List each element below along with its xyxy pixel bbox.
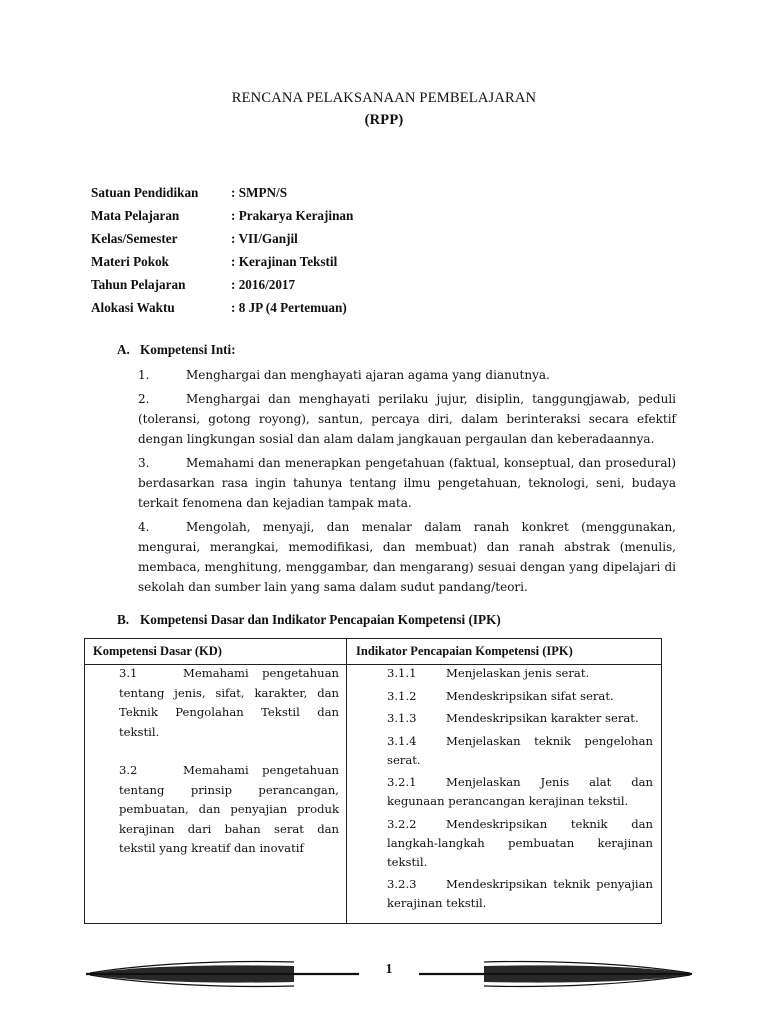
list-item [138,365,676,385]
document-subtitle: (RPP) [364,112,404,128]
identity-label: Materi Pokok [91,254,170,269]
ipk-text: Menjelaskan teknik pengelohan serat. [387,733,653,767]
document-title: RENCANA PELAKSANAAN PEMBELAJARAN [231,90,537,106]
page-number: 1 [385,962,393,977]
list-number: 3. [138,456,150,470]
section-a-heading [117,342,236,358]
identity-block [91,181,353,319]
ipk-column [387,664,653,917]
ipk-item [387,815,653,872]
list-item [138,517,676,597]
section-b-heading [117,612,501,628]
list-text: Menghargai dan menghayati ajaran agama yang dianutnya. [186,368,550,382]
section-letter: A. [117,342,130,357]
ipk-text: Menjelaskan Jenis alat dan kegunaan perancangan kerajinan tekstil. [387,775,653,808]
section-title: Kompetensi Inti: [140,342,236,357]
table-header-kd: Kompetensi Dasar (KD) [93,644,222,658]
ipk-item [387,732,653,770]
kd-item [119,761,339,859]
ipk-number: 3.2.3 [387,877,417,891]
list-item [138,453,676,513]
ipk-number: 3.2.1 [387,775,417,789]
section-letter: B. [117,612,130,627]
kd-text: Memahami pengetahuan tentang prinsip perancangan, pembuatan, dan penyajian produk kerajinan dari bahan serat dan tekstil yang kreatif dan inovatif [119,763,339,855]
identity-label: Kelas/Semester [91,231,178,246]
identity-value: : 8 JP (4 Pertemuan) [231,300,347,315]
ipk-number: 3.1.2 [387,688,417,703]
ipk-number: 3.2.2 [387,816,417,831]
list-item [138,389,676,449]
kd-number: 3.1 [119,666,138,680]
identity-value: : 2016/2017 [231,277,296,292]
ipk-item [387,664,653,683]
identity-label: Satuan Pendidikan [91,185,199,200]
list-text: Memahami dan menerapkan pengetahuan (faktual, konseptual, dan prosedural) berdasarkan rasa ingin tahunya tentang ilmu pengetahuan, teknologi, seni, budaya terkait fenomena dan kejadian tampak mata. [138,456,676,510]
kd-item [119,664,339,742]
identity-label: Tahun Pelajaran [91,277,186,292]
ipk-item [387,709,653,728]
ipk-number: 3.1.1 [387,666,417,680]
list-number: 2. [138,392,150,406]
kompetensi-inti-list [138,365,676,601]
list-text: Menghargai dan menghayati perilaku jujur, disiplin, tanggungjawab, peduli (toleransi, gotong royong), santun, percaya diri, dalam berinteraksi secara efektif dengan lingkungan sosial dan alam dalam jangkauan pergaulan dan keberadaannya. [138,392,676,446]
identity-label: Mata Pelajaran [91,208,180,223]
ipk-number: 3.1.4 [387,733,417,748]
identity-value: : VII/Ganjil [231,231,298,246]
ipk-text: Menjelaskan jenis serat. [446,666,590,680]
kd-text: Memahami pengetahuan tentang jenis, sifat, karakter, dan Teknik Pengolahan Tekstil dan tekstil. [119,666,339,739]
identity-row [91,181,353,204]
kd-number: 3.2 [119,763,138,777]
identity-value: : SMPN/S [231,185,288,200]
identity-row [91,296,353,319]
section-title: Kompetensi Dasar dan Indikator Pencapaian Kompetensi (IPK) [140,612,501,627]
ipk-text: Mendeskripsikan sifat serat. [446,688,614,703]
identity-row [91,273,353,296]
ipk-item [387,773,653,811]
kd-column [119,664,339,878]
ipk-text: Mendeskripsikan teknik dan langkah-langkah pembuatan kerajinan tekstil. [387,816,653,869]
ipk-text: Mendeskripsikan karakter serat. [446,711,639,725]
list-number: 1. [138,368,150,382]
identity-row [91,227,353,250]
identity-value: : Prakarya Kerajinan [231,208,354,223]
identity-row [91,204,353,227]
ipk-item [387,875,653,913]
ipk-number: 3.1.3 [387,711,417,725]
list-text: Mengolah, menyaji, dan menalar dalam ranah konkret (menggunakan, mengurai, merangkai, memodifikasi, dan membuat) dan ranah abstrak (menulis, membaca, menghitung, menggambar, dan mengarang) sesuai dengan yang dipelajari di sekolah dan sumber lain yang sama dalam sudut pandang/teori. [138,520,676,594]
ipk-item [387,687,653,706]
page-footer [84,956,696,992]
list-number: 4. [138,520,150,534]
identity-row [91,250,353,273]
identity-value: : Kerajinan Tekstil [231,254,338,269]
identity-label: Alokasi Waktu [91,300,175,315]
ipk-text: Mendeskripsikan teknik penyajian kerajinan tekstil. [387,877,653,910]
column-divider [346,639,347,923]
table-header-ipk: Indikator Pencapaian Kompetensi (IPK) [356,644,573,658]
